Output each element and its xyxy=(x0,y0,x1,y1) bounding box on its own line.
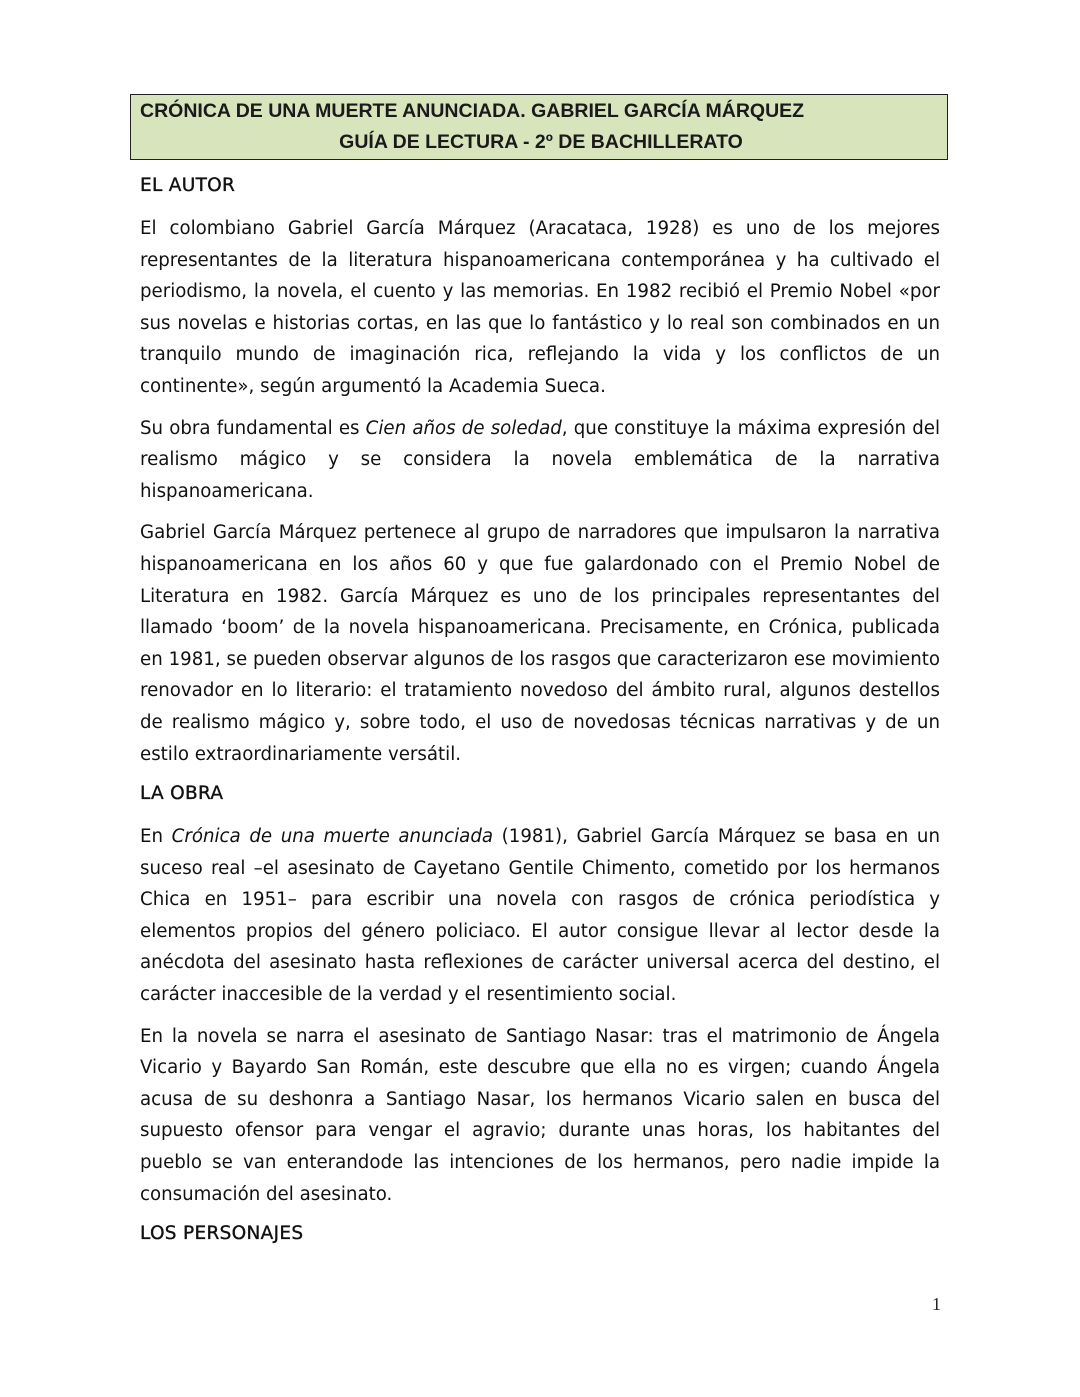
paragraph-text: En xyxy=(140,826,172,848)
book-title-italic: Cien años de soledad xyxy=(365,417,562,439)
paragraph-autor-3: Gabriel García Márquez pertenece al grupo de narradores que impulsaron la narrativa hispanoamericana en los años 60 y que fue galardonado con el Premio Nobel de Literatura en 1982. García Márquez es uno de los principales representantes del llamado ‘boom’ de la novela hispanoamericana. Precisamente, en Crónica, publicada en 1981, se pueden observar algunos de los rasgos que caracterizaron ese movimiento renovador en lo literario: el tratamiento novedoso del ámbito rural, algunos destellos de realismo mágico y, sobre todo, el uso de novedosas técnicas narrativas y de un estilo extraordinariamente versátil. xyxy=(140,522,940,765)
paragraph-autor-1: El colombiano Gabriel García Márquez (Aracataca, 1928) es uno de los mejores representantes de la literatura hispanoamericana contemporánea y ha cultivado el periodismo, la novela, el cuento y las memorias. En 1982 recibió el Premio Nobel «por sus novelas e historias cortas, en las que lo fantástico y lo real son combinados en un tranquilo mundo de imaginación rica, reflejando la vida y los conflictos de un continente», según argumentó la Academia Sueca. xyxy=(140,218,940,397)
paragraph-text: (1981), Gabriel García Márquez se basa en un suceso real –el asesinato de Cayetano Gentile Chimento, cometido por los hermanos Chica en 1951– para escribir una novela con rasgos de crónica periodística y elementos propios del género policiaco. El autor consigue llevar al lector desde la anécdota del asesinato hasta reflexiones de carácter universal acerca del destino, el carácter inaccesible de la verdad y el resentimiento social. xyxy=(140,826,940,1006)
page-number: 1 xyxy=(932,1294,941,1314)
section-heading-personajes: LOS PERSONAJES xyxy=(140,1223,304,1245)
paragraph-text: , que constituye la máxima expresión del realismo mágico y se considera la novela emblemática de la narrativa hispanoamericana. xyxy=(140,417,940,502)
section-heading-autor: EL AUTOR xyxy=(140,175,236,196)
paragraph-obra-2: En la novela se narra el asesinato de Santiago Nasar: tras el matrimonio de Ángela Vicario y Bayardo San Román, este descubre que ella no es virgen; cuando Ángela acusa de su deshonra a Santiago Nasar, los hermanos Vicario salen en busca del supuesto ofensor para vengar el agravio; durante unas horas, los habitantes del pueblo se van enterandode las intenciones de los hermanos, pero nadie impide la consumación del asesinato. xyxy=(140,1025,940,1205)
book-title-italic: Crónica de una muerte anunciada xyxy=(171,826,494,848)
title-box xyxy=(130,94,948,160)
document-subtitle: GUÍA DE LECTURA - 2º DE BACHILLERATO xyxy=(339,131,743,153)
section-heading-obra: LA OBRA xyxy=(140,783,224,805)
document-body xyxy=(140,172,940,1248)
paragraph-text: Su obra fundamental es xyxy=(140,417,366,439)
paragraph-obra-1 xyxy=(140,821,940,1011)
document-title: CRÓNICA DE UNA MUERTE ANUNCIADA. GABRIEL GARCÍA MÁRQUEZ xyxy=(140,100,805,122)
paragraph-autor-2 xyxy=(140,413,940,508)
